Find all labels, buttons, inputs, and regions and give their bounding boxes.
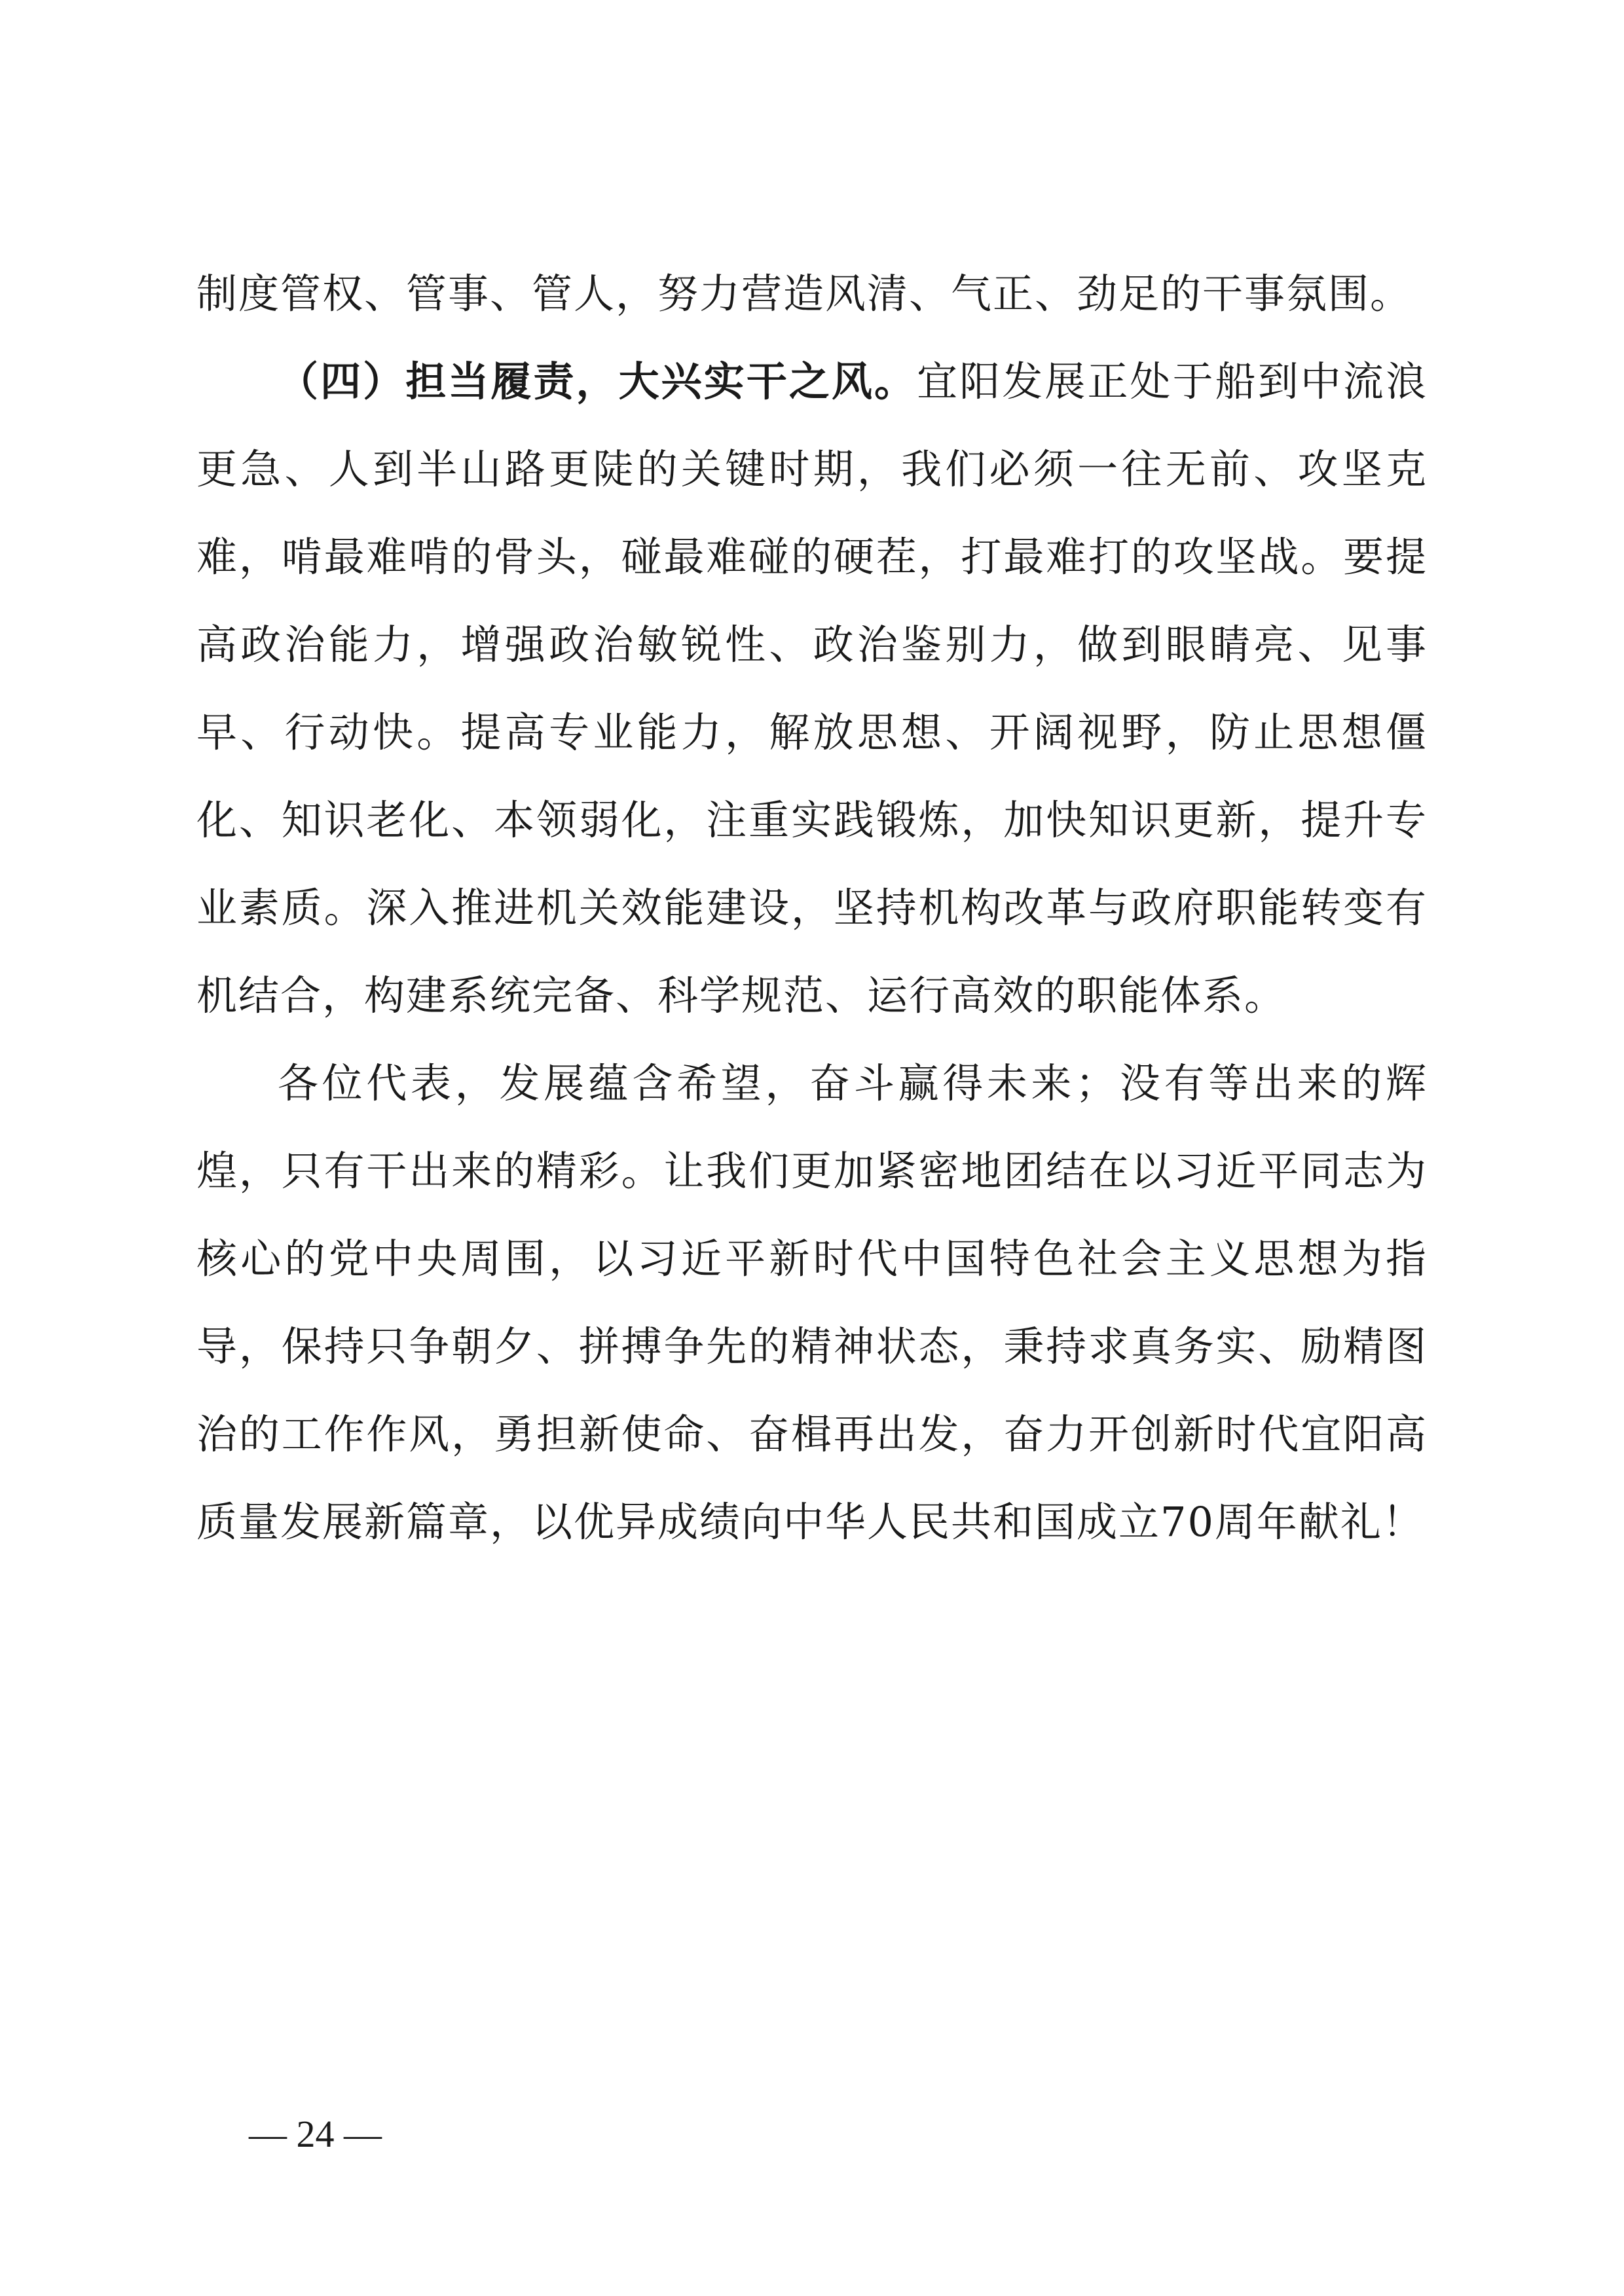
paragraph-section-four [196,338,1428,1040]
paragraph-text: 宜阳发展正处于船到中流浪更急、人到半山路更陡的关键时期，我们必须一往无前、攻坚克难，啃最难啃的骨头，碰最难碰的硬茬，打最难打的攻坚战。要提高政治能力，增强政治敏锐性、政治鉴别力，做到眼睛亮、见事早、行动快。提高专业能力，解放思想、开阔视野，防止思想僵化、知识老化、本领弱化，注重实践锻炼，加快知识更新，提升专业素质。深入推进机关效能建设，坚持机构改革与政府职能转变有机结合，构建系统完备、科学规范、运行高效的职能体系。 [196,357,1428,1019]
document-body [196,250,1428,1566]
paragraph-text: 各位代表，发展蕴含希望，奋斗赢得未来；没有等出来的辉煌，只有干出来的精彩。让我们更加紧密地团结在以习近平同志为核心的党中央周围，以习近平新时代中国特色社会主义思想为指导，保持只争朝夕、拼搏争先的精神状态，秉持求真务实、励精图治的工作作风，勇担新使命、奋楫再出发，奋力开创新时代宜阳高质量发展新篇章，以优异成绩向中华人民共和国成立70周年献礼！ [196,1059,1428,1546]
paragraph-text: 制度管权、管事、管人，努力营造风清、气正、劲足的干事氛围。 [196,270,1412,318]
page-number: — 24 — [249,2113,382,2155]
paragraph-continuation [196,250,1428,338]
section-heading: （四）担当履责，大兴实干之风。 [278,357,917,405]
paragraph-closing [196,1040,1428,1566]
